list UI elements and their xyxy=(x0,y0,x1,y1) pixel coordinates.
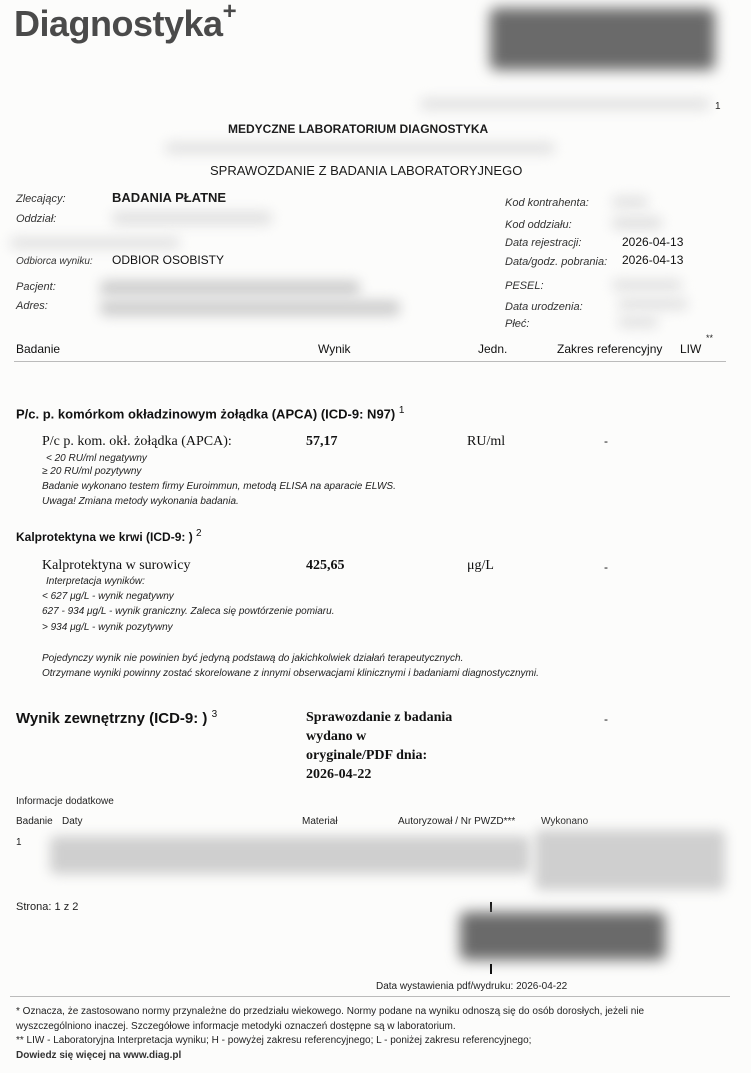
redacted-data-urodzenia xyxy=(618,298,688,310)
footer-note-1: * Oznacza, że zastosowano normy przynależne do przedziału wiekowego. Normy podane na wyniku odnoszą się do osób dorosłych, jeżeli nie xyxy=(16,1006,645,1017)
redacted-adres xyxy=(100,300,400,316)
footer-link-prefix: Dowiedz się więcej na xyxy=(16,1050,124,1061)
apca-result: 57,17 xyxy=(306,434,338,449)
apca-unit: RU/ml xyxy=(467,434,506,449)
data-pobrania-label: Data/godz. pobrania: xyxy=(505,256,608,268)
zlecajacy-label: Zlecający: xyxy=(16,193,66,205)
footer-rule xyxy=(10,996,730,997)
issue-date xyxy=(376,981,567,992)
redacted-oddzial xyxy=(112,211,272,225)
report-title: SPRAWOZDANIE Z BADANIA LABORATORYJNEGO xyxy=(210,163,523,178)
info-col-wykonano: Wykonano xyxy=(541,816,589,827)
section3-ref: - xyxy=(604,712,608,726)
redacted-kod-oddzialu xyxy=(612,216,662,230)
footer-link-line xyxy=(16,1050,181,1061)
logo-text: Diagnostyka xyxy=(14,3,223,44)
footer-note-2: wyszczególniono inaczej. Szczegółowe informacje metodyki oznaczeń dostępne są w laboratorium. xyxy=(16,1021,456,1032)
apca-note-1: < 20 RU/ml negatywny xyxy=(46,453,147,464)
disclaimer-2: Otrzymane wyniki powinny zostać skorelowane z innymi obserwacjami klinicznymi i badaniami diagnostycznymi. xyxy=(42,668,539,679)
kalprotektyna-note-3: 627 - 934 μg/L - wynik graniczny. Zaleca się powtórzenie pomiaru. xyxy=(42,606,335,617)
signature-stamp-marker-top xyxy=(490,902,492,912)
data-rejestracji-value: 2026-04-13 xyxy=(622,235,684,249)
kalprotektyna-note-2: < 627 μg/L - wynik negatywny xyxy=(42,591,174,602)
disclaimer-1: Pojedynczy wynik nie powinien być jedyną podstawą do jakichkolwiek działań terapeutycznych. xyxy=(42,653,464,664)
redacted-oddzial-2 xyxy=(10,237,180,249)
zlecajacy-value: BADANIA PŁATNE xyxy=(112,190,227,205)
apca-ref: - xyxy=(604,434,608,448)
apca-test-name: P/c p. kom. okł. żołądka (APCA): xyxy=(42,434,232,449)
issue-date-label: Data wystawienia pdf/wydruku: xyxy=(376,981,514,992)
logo-plus: + xyxy=(222,0,237,25)
page-marker: 1 xyxy=(715,101,721,112)
pesel-label: PESEL: xyxy=(505,280,544,292)
redacted-barcode xyxy=(490,8,715,70)
pacjent-label: Pacjent: xyxy=(16,281,56,293)
adres-label: Adres: xyxy=(16,300,48,312)
lab-title: MEDYCZNE LABORATORIUM DIAGNOSTYKA xyxy=(228,122,489,136)
apca-note-2: ≥ 20 RU/ml pozytywny xyxy=(42,466,142,477)
issue-date-value: 2026-04-22 xyxy=(516,981,568,992)
col-wynik: Wynik xyxy=(318,342,351,356)
redacted-header-line xyxy=(420,98,710,110)
kod-kontrahenta-label: Kod kontrahenta: xyxy=(505,197,589,209)
info-col-autoryzowal: Autoryzował / Nr PWZD*** xyxy=(398,816,516,827)
footer-note-3: ** LIW - Laboratoryjna Interpretacja wyniku; H - powyżej zakresu referencyjnego; L - poniżej zakresu referencyjnego; xyxy=(16,1035,532,1046)
logo xyxy=(14,2,236,45)
redacted-kod-kontrahenta xyxy=(612,196,648,208)
col-zakres: Zakres referencyjny xyxy=(557,342,663,356)
redacted-info-wykonano xyxy=(535,830,725,890)
kalprotektyna-test-name: Kalprotektyna w surowicy xyxy=(42,558,191,573)
redacted-pacjent xyxy=(100,280,360,296)
section3-result-3: oryginale/PDF dnia: xyxy=(306,748,428,763)
data-rejestracji-label: Data rejestracji: xyxy=(505,237,582,249)
kalprotektyna-note-4: > 934 μg/L - wynik pozytywny xyxy=(42,622,173,633)
oddzial-label: Oddział: xyxy=(16,213,57,225)
section3-result-4: 2026-04-22 xyxy=(306,767,372,782)
redacted-plec xyxy=(618,316,658,328)
section1-title xyxy=(16,405,404,421)
section3-title-text: Wynik zewnętrzny (ICD-9: ) xyxy=(16,710,208,727)
kalprotektyna-note-1: Interpretacja wyników: xyxy=(46,576,145,587)
info-col-daty: Daty xyxy=(62,816,83,827)
odbiorca-label: Odbiorca wyniku: xyxy=(16,256,93,267)
kalprotektyna-result: 425,65 xyxy=(306,558,345,573)
header-rule xyxy=(14,361,726,362)
info-row-number: 1 xyxy=(16,837,22,848)
info-title: Informacje dodatkowe xyxy=(16,796,114,807)
footer-link[interactable]: www.diag.pl xyxy=(123,1050,182,1061)
section1-sup: 1 xyxy=(398,405,405,416)
redacted-signature-stamp xyxy=(460,912,665,960)
col-liw: LIW xyxy=(680,342,702,356)
redacted-pesel xyxy=(612,279,682,291)
data-pobrania-value: 2026-04-13 xyxy=(622,253,684,267)
info-col-material: Materiał xyxy=(302,816,338,827)
data-urodzenia-label: Data urodzenia: xyxy=(505,301,583,313)
redacted-info-row xyxy=(50,836,530,874)
section2-title-text: Kalprotektyna we krwi (ICD-9: ) xyxy=(16,530,193,544)
kalprotektyna-ref: - xyxy=(604,560,608,574)
odbiorca-value: ODBIOR OSOBISTY xyxy=(112,253,225,267)
col-jedn: Jedn. xyxy=(478,342,508,356)
kalprotektyna-unit: μg/L xyxy=(467,558,494,573)
section3-result-2: wydano w xyxy=(306,729,367,744)
col-badanie: Badanie xyxy=(16,342,61,356)
page-counter: Strona: 1 z 2 xyxy=(16,901,79,913)
apca-note-3: Badanie wykonano testem firmy Euroimmun, metodą ELISA na aparacie ELWS. xyxy=(42,481,396,492)
signature-stamp-marker-bottom xyxy=(490,964,492,974)
info-col-badanie: Badanie xyxy=(16,816,53,827)
section3-sup: 3 xyxy=(211,709,218,720)
redacted-lab-address xyxy=(165,142,555,154)
col-liw-mark: ** xyxy=(706,333,714,343)
kod-oddzialu-label: Kod oddziału: xyxy=(505,219,572,231)
apca-note-4: Uwaga! Zmiana metody wykonania badania. xyxy=(42,496,239,507)
plec-label: Płeć: xyxy=(505,318,530,330)
section3-title xyxy=(16,709,217,727)
section1-title-text: P/c. p. komórkom okładzinowym żołądka (APCA) (ICD-9: N97) xyxy=(16,406,396,422)
section2-sup: 2 xyxy=(196,528,202,539)
section3-result-1: Sprawozdanie z badania xyxy=(306,710,453,725)
section2-title xyxy=(16,528,202,544)
